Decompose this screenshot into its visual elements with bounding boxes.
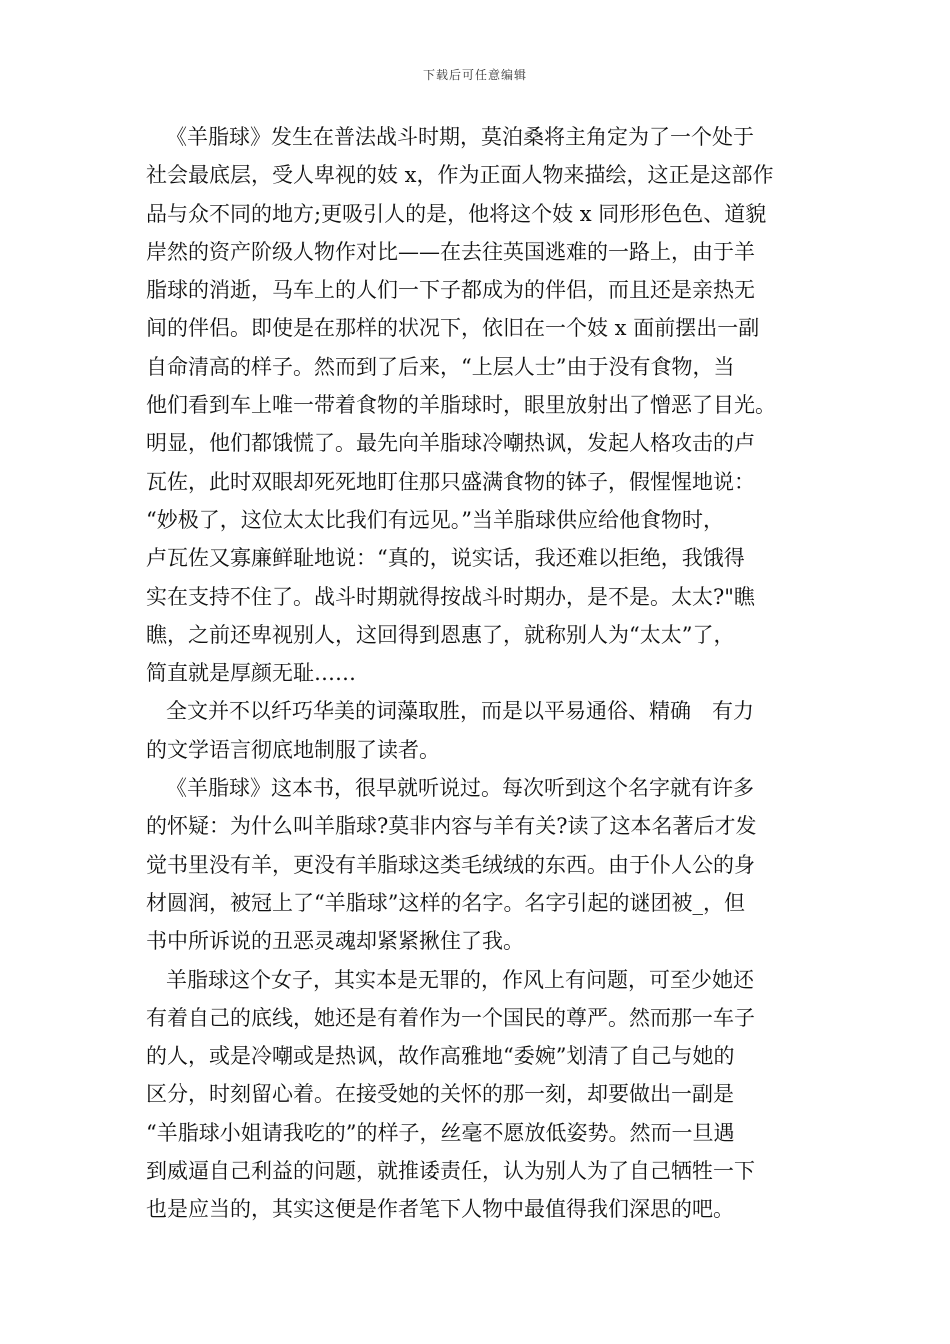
text-line: 他们看到车上唯一带着食物的羊脂球时，眼里放射出了憎恶了目光。 [146,393,776,418]
text-line: 岸然的资产阶级人物作对比——在去往英国逃难的一路上，由于羊 [146,239,755,264]
text-line: 到威逼自己利益的问题，就推诿责任，认为别人为了自己牺牲一下 [146,1159,755,1184]
text-line: 简直就是厚颜无耻…… [146,661,356,686]
text-line: 有着自己的底线，她还是有着作为一个国民的尊严。然而那一车子 [146,1005,755,1030]
text-line: 自命清高的样子。然而到了后来，“上层人士”由于没有食物，当 [146,354,735,379]
text-line: 脂球的消逝，马车上的人们一下子都成为的伴侣，而且还是亲热无 [146,278,755,303]
text-line: 瓦佐，此时双眼却死死地盯住那只盛满食物的钵子，假惺惺地说： [146,469,755,494]
text-line: 社会最底层，受人卑视的妓 x，作为正面人物来描绘，这正是这部作 [146,163,774,188]
text-line: 的人，或是冷嘲或是热讽，故作高雅地“委婉”划清了自己与她的 [146,1044,735,1069]
page-header: 下载后可任意编辑 [422,68,527,82]
document-body [146,118,826,1229]
text-line: 卢瓦佐又寡廉鲜耻地说：“真的，说实话，我还难以拒绝，我饿得 [146,546,745,571]
text-line: 瞧，之前还卑视别人，这回得到恩惠了，就称别人为“太太”了， [146,622,735,647]
text-line: 《羊脂球》发生在普法战斗时期，莫泊桑将主角定为了一个处于 [166,125,754,149]
text-line: 觉书里没有羊，更没有羊脂球这类毛绒绒的东西。由于仆人公的身 [146,852,755,877]
text-line: 《羊脂球》这本书，很早就听说过。每次听到这个名字就有许多 [166,776,754,801]
text-line: 品与众不同的地方;更吸引人的是，他将这个妓 x 同形形色色、道貌 [146,201,767,226]
text-line: 明显，他们都饿慌了。最先向羊脂球冷嘲热讽，发起人格攻击的卢 [146,431,755,456]
text-line: 的怀疑：为什么叫羊脂球?莫非内容与羊有关?读了这本名著后才发 [146,814,757,839]
text-line: 书中所诉说的丑恶灵魂却紧紧揪住了我。 [146,929,524,954]
text-line: 羊脂球这个女子，其实本是无罪的，作风上有问题，可至少她还 [166,967,754,992]
text-line: “妙极了，这位太太比我们有远见。”当羊脂球供应给他食物时， [146,507,724,532]
text-line: 间的伴侣。即使是在那样的状况下，依旧在一个妓 x 面前摆出一副 [146,316,760,341]
text-line: 的文学语言彻底地制服了读者。 [146,737,440,762]
text-line: 全文并不以纤巧华美的词藻取胜，而是以平易通俗、精确 有力 [166,699,754,724]
text-line: 材圆润，被冠上了“羊脂球”这样的名字。名字引起的谜团被_，但 [146,890,745,915]
text-line: 区分，时刻留心着。在接受她的关怀的那一刻，却要做出一副是 [146,1082,734,1107]
text-line: “羊脂球小姐请我吃的”的样子，丝毫不愿放低姿势。然而一旦遇 [146,1120,735,1145]
text-line: 实在支持不住了。战斗时期就得按战斗时期办，是不是。太太?"瞧 [146,584,755,609]
text-line: 也是应当的，其实这便是作者笔下人物中最值得我们深思的吧。 [146,1197,734,1222]
